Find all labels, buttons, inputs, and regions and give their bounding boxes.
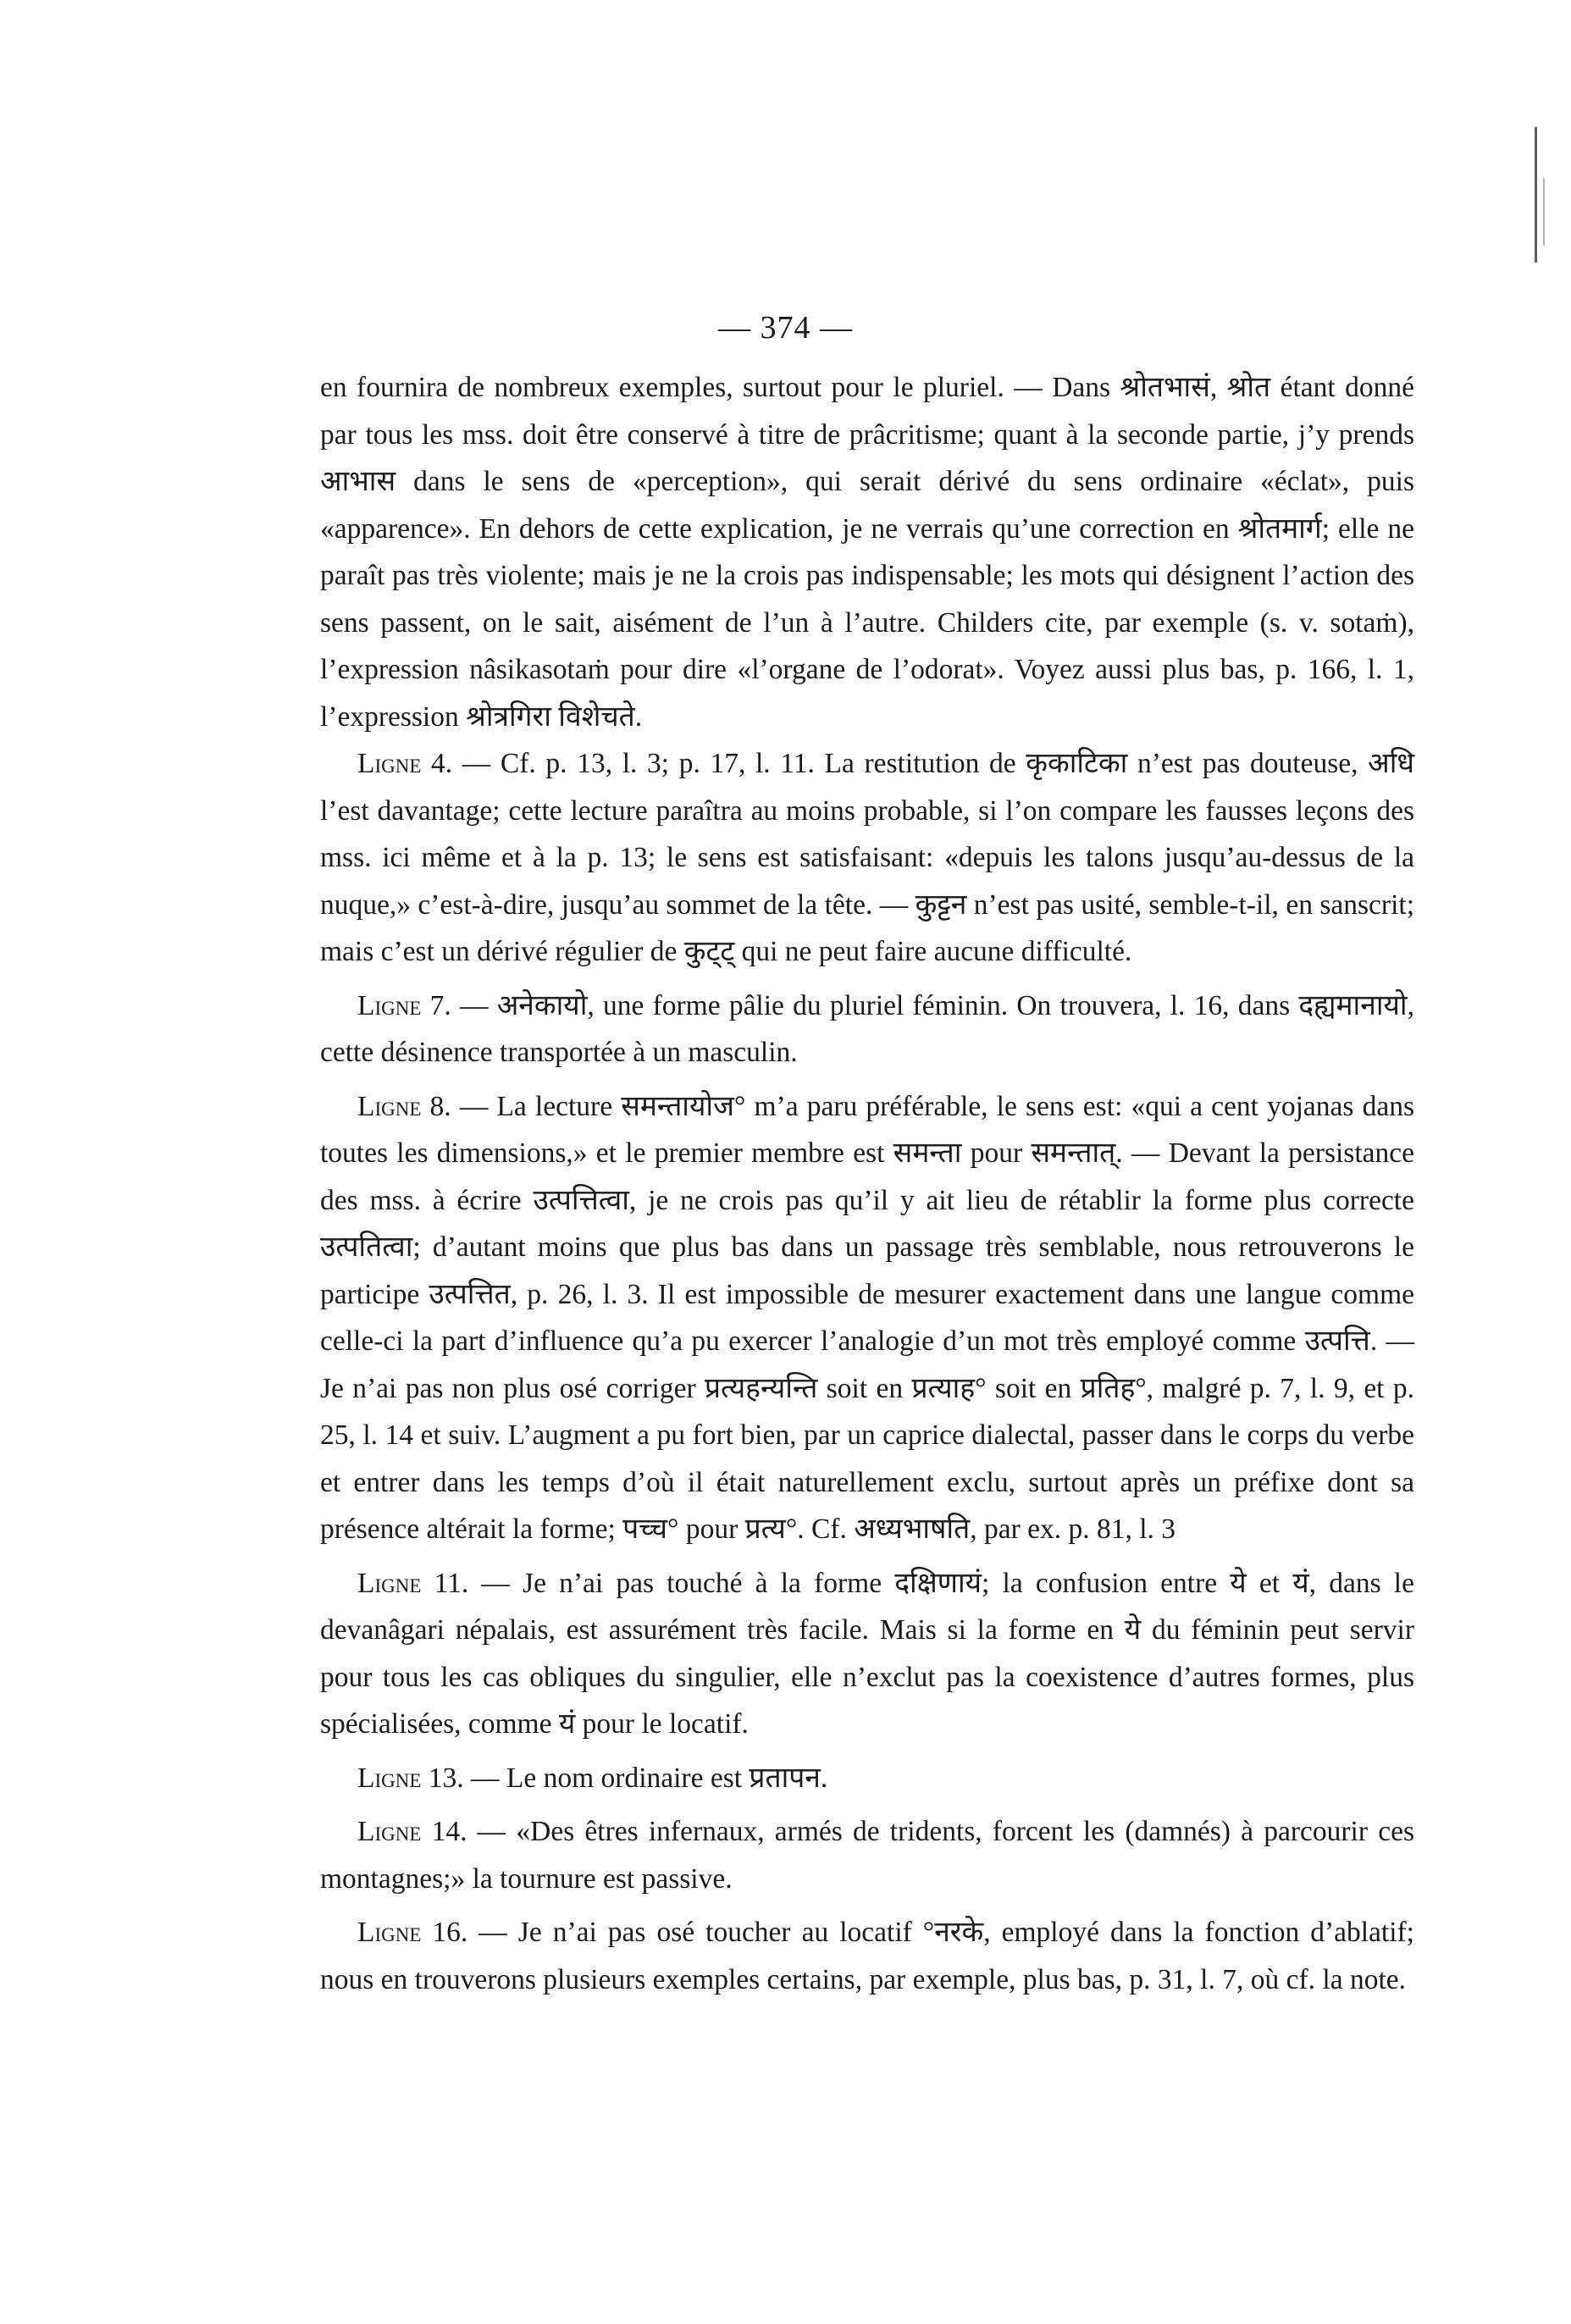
note-label: Ligne 8. [357,1090,451,1122]
note-label: Ligne 16. [357,1917,468,1948]
note-ligne-11 [320,1560,1414,1748]
note-ligne-7 [320,982,1414,1076]
note-label: Ligne 4. [357,748,453,779]
note-label: Ligne 7. [357,989,451,1021]
note-ligne-8 [320,1083,1414,1553]
body-text [320,364,1414,2003]
note-label: Ligne 11. [357,1567,469,1599]
note-text: — अनेकायो, une forme pâlie du pluriel féminin. On trouvera, l. 16, dans दह्यमानायो, cette désinence transportée à un masculin. [320,989,1414,1068]
page-number: — 374 — [718,310,853,346]
page-edge-mark [1535,127,1537,263]
note-label: Ligne 14. [357,1816,467,1847]
note-text: — Le nom ordinaire est प्रतापन. [463,1762,828,1794]
note-text: — «Des êtres infernaux, armés de tridents, forcent les (damnés) à parcourir ces montagnes;» la tournure est passive. [320,1816,1414,1895]
note-text: — Je n’ai pas osé toucher au locatif °नरके, employé dans la fonction d’ablatif; nous en trouverons plusieurs exemples certains, par exemple, plus bas, p. 31, l. 7, où cf. la note. [320,1917,1414,1995]
page-edge-mark-faint [1543,178,1545,246]
note-text: — Cf. p. 13, l. 3; p. 17, l. 11. La restitution de कृकाटिका n’est pas douteuse, अधि l’est davantage; cette lecture paraîtra au moins probable, si l’on compare les fausses leçons des mss. ici même et à la p. 13; le sens est satisfaisant: «depuis les talons jusqu’au-dessus de la nuque,» c’est-à-dire, jusqu’au sommet de la tête. — कुट्टन n’est pas usité, semble-t-il, en sanscrit; mais c’est un dérivé régulier de कुट्ट् qui ne peut faire aucune difficulté. [320,748,1414,967]
note-label: Ligne 13. [357,1762,464,1794]
paragraph-text: en fournira de nombreux exemples, surtout pour le pluriel. — Dans श्रोतभासं, श्रोत étant donné par tous les mss. doit être conservé à titre de prâcritisme; quant à la seconde partie, j’y prends आभास dans le sens de «perception», qui serait dérivé du sens ordinaire «éclat», puis «apparence». En dehors de cette explication, je ne verrais qu’une correction en श्रोतमार्ग; elle ne paraît pas très violente; mais je ne la crois pas indispensable; les mots qui désignent l’action des sens passent, on le sait, aisément de l’un à l’autre. Childers cite, par exemple (s. v. sotaṁ), l’expression nâsikasotaṁ pour dire «l’organe de l’odorat». Voyez aussi plus bas, p. 166, l. 1, l’expression श्रोत्रगिरा विशेचते. [320,372,1414,733]
note-text: — La lecture समन्तायोज° m’a paru préférable, le sens est: «qui a cent yojanas dans toutes les dimensions,» et le premier membre est समन्ता pour समन्तात्. — Devant la persistance des mss. à écrire उत्पत्तित्वा, je ne crois pas qu’il y ait lieu de rétablir la forme plus correcte उत्पतित्वा; d’autant moins que plus bas dans un passage très semblable, nous retrouverons le participe उत्पत्तित, p. 26, l. 3. Il est impossible de mesurer exactement dans une langue comme celle-ci la part d’influence qu’a pu exercer l’analogie d’un mot très employé comme उत्पत्ति. — Je n’ai pas non plus osé corriger प्रत्यहन्यन्ति soit en प्रत्याह° soit en प्रतिह°, malgré p. 7, l. 9, et p. 25, l. 14 et suiv. L’augment a pu fort bien, par un caprice dialectal, passer dans le corps du verbe et entrer dans les temps d’où il était naturellement exclu, surtout après un préfixe dont sa présence altérait la forme; पच्च° pour प्रत्य°. Cf. अध्यभाषति, par ex. p. 81, l. 3 [320,1090,1414,1545]
note-ligne-16 [320,1909,1414,2003]
note-ligne-4 [320,740,1414,976]
note-ligne-13 [320,1755,1414,1802]
note-text: — Je n’ai pas touché à la forme दक्षिणायं; la confusion entre ये et यं, dans le devanâgari népalais, est assurément très facile. Mais si la forme en ये du féminin peut servir pour tous les cas obliques du singulier, elle n’exclut pas la coexistence d’autres formes, plus spécialisées, comme यं pour le locatif. [320,1567,1414,1740]
note-ligne-14 [320,1808,1414,1902]
paragraph-continuation [320,364,1414,740]
